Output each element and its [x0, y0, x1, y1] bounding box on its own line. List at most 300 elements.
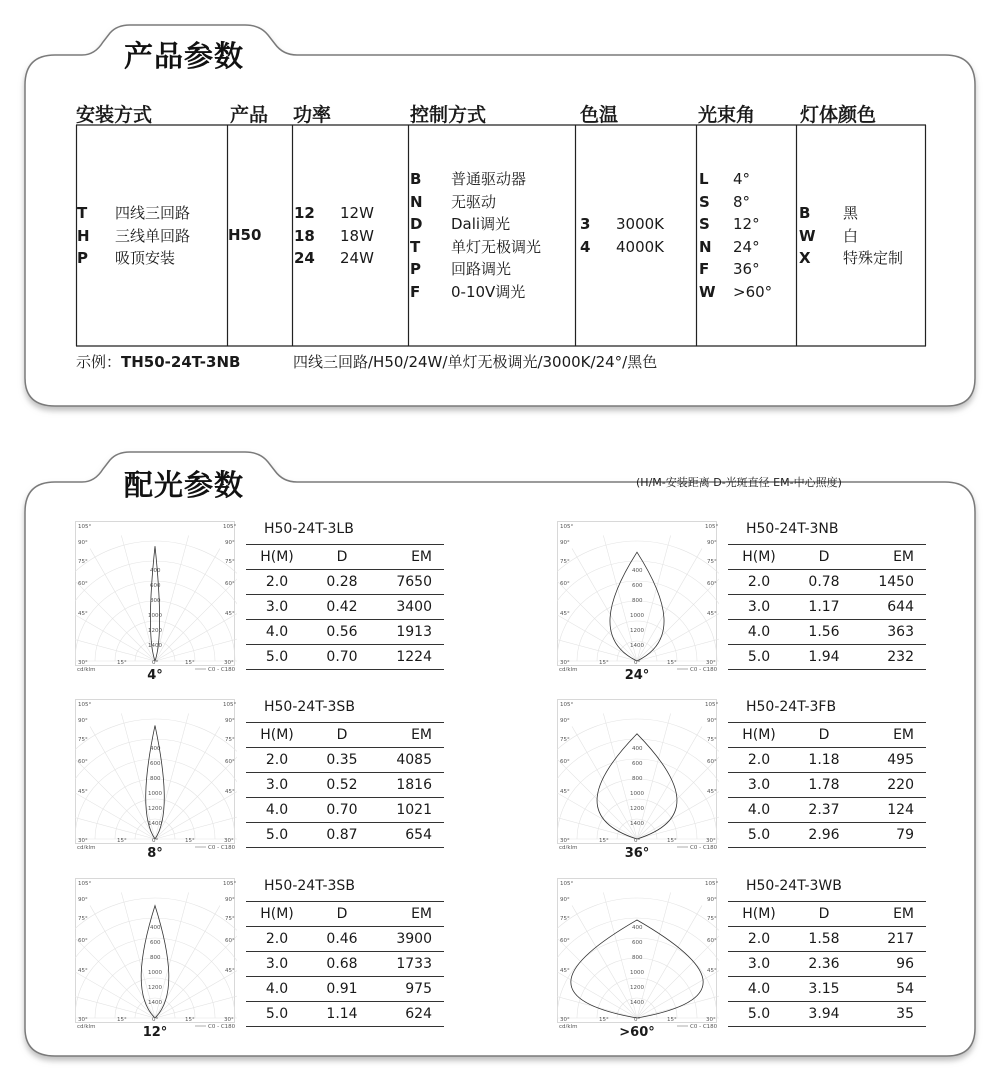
cell-d: 1.14 — [308, 1002, 376, 1027]
model-name: H50-24T-3NB — [746, 521, 839, 537]
control-option: P 回路调光 — [410, 260, 512, 278]
table-row — [246, 977, 444, 1002]
angle-label-90: 90° — [560, 718, 570, 724]
cell-h: 5.0 — [728, 645, 790, 670]
cell-em: 624 — [376, 1002, 444, 1027]
radial-label: 600 — [150, 583, 161, 589]
cell-h: 5.0 — [246, 1002, 308, 1027]
angle-label-75: 75° — [78, 559, 88, 565]
radial-label: 1200 — [630, 985, 644, 991]
col-header-d: D — [790, 545, 858, 570]
angle-label-75: 75° — [707, 737, 717, 743]
angle-label-0: 0° — [152, 838, 159, 844]
cell-h: 3.0 — [246, 952, 308, 977]
cell-d: 0.70 — [308, 798, 376, 823]
angle-label-15: 15° — [599, 838, 609, 844]
angle-label-60: 60° — [225, 581, 235, 587]
example-line: 示例：TH50-24T-3NB — [76, 353, 241, 371]
cell-em: 220 — [858, 773, 926, 798]
polar-grid-ray — [637, 953, 719, 1018]
angle-label-0: 0° — [152, 1017, 159, 1023]
angle-label-15: 15° — [117, 1017, 127, 1023]
unit-label: cd/klm — [77, 845, 96, 849]
table-row — [728, 620, 926, 645]
table-row — [246, 645, 444, 670]
angle-label-75: 75° — [707, 559, 717, 565]
install-option: H 三线单回路 — [77, 226, 191, 245]
table-row — [246, 952, 444, 977]
cell-d: 1.94 — [790, 645, 858, 670]
model-name: H50-24T-3SB — [264, 699, 355, 715]
radial-label: 400 — [150, 746, 161, 752]
polar-grid-ray — [90, 905, 155, 1018]
angle-label-75: 75° — [560, 916, 570, 922]
control-list — [410, 168, 541, 303]
header-install: 安装方式 — [76, 104, 153, 126]
col-header-em: EM — [376, 723, 444, 748]
col-header-d: D — [308, 902, 376, 927]
polar-grid-ray — [155, 726, 220, 839]
angle-label-90: 90° — [78, 718, 88, 724]
angle-label-15: 15° — [599, 1017, 609, 1023]
radial-label: 400 — [150, 925, 161, 931]
angle-label-75: 75° — [560, 737, 570, 743]
cell-em: 644 — [858, 595, 926, 620]
polar-grid-ray — [637, 548, 702, 661]
angle-label-30: 30° — [560, 1017, 570, 1023]
cell-h: 4.0 — [246, 977, 308, 1002]
radial-label: 1400 — [148, 1000, 162, 1006]
polar-chart — [557, 699, 719, 849]
polar-grid-ray — [637, 627, 719, 661]
install-list — [77, 202, 190, 270]
polar-grid-ray — [637, 905, 702, 1018]
cell-em: 1021 — [376, 798, 444, 823]
radial-label: 1400 — [630, 1000, 644, 1006]
angle-label-75: 75° — [78, 737, 88, 743]
radial-label: 1400 — [630, 643, 644, 649]
angle-label-45: 45° — [560, 789, 570, 795]
radial-label: 600 — [632, 761, 643, 767]
legend-label: C0 - C180 — [208, 845, 236, 849]
polar-grid-ray — [155, 984, 237, 1018]
radial-label: 1000 — [630, 613, 644, 619]
unit-label: cd/klm — [77, 667, 96, 671]
cell-h: 5.0 — [246, 823, 308, 848]
angle-label-15: 15° — [667, 660, 677, 666]
angle-label-105: 105° — [560, 881, 574, 887]
cell-em: 3400 — [376, 595, 444, 620]
color-list — [799, 202, 903, 270]
table-header-row — [728, 902, 926, 927]
angle-label-45: 45° — [707, 611, 717, 617]
angle-label-90: 90° — [78, 897, 88, 903]
radial-label: 800 — [150, 598, 161, 604]
cell-em: 3900 — [376, 927, 444, 952]
example-code: TH50-24T-3NB — [121, 353, 241, 371]
legend-label: C0 - C180 — [690, 667, 718, 671]
measurement-table — [246, 544, 444, 670]
angle-label-30: 30° — [706, 1017, 716, 1023]
cell-h: 5.0 — [246, 645, 308, 670]
angle-label-60: 60° — [225, 938, 235, 944]
cell-em: 654 — [376, 823, 444, 848]
cell-h: 3.0 — [728, 595, 790, 620]
radial-label: 1000 — [630, 970, 644, 976]
angle-label-45: 45° — [225, 611, 235, 617]
radial-label: 400 — [150, 568, 161, 574]
control-option: F 0-10V调光 — [410, 282, 526, 301]
measurement-table — [728, 722, 926, 848]
angle-label-75: 75° — [225, 916, 235, 922]
measurement-table — [728, 901, 926, 1027]
angle-label-45: 45° — [225, 789, 235, 795]
model-name: H50-24T-3FB — [746, 699, 837, 715]
angle-label-75: 75° — [225, 559, 235, 565]
cell-d: 1.17 — [790, 595, 858, 620]
cell-em: 495 — [858, 748, 926, 773]
radial-label: 800 — [632, 598, 643, 604]
angle-label-0: 0° — [634, 1017, 641, 1023]
cell-em: 232 — [858, 645, 926, 670]
angle-label-15: 15° — [185, 838, 195, 844]
angle-label-30: 30° — [78, 660, 88, 666]
table-header-row — [246, 545, 444, 570]
cell-h: 4.0 — [728, 620, 790, 645]
beam-option: N 24° — [699, 237, 760, 256]
color-option: X 特殊定制 — [799, 249, 904, 267]
header-cct: 色温 — [580, 104, 619, 126]
beam-angle-label: 12° — [142, 1025, 168, 1040]
table-row — [246, 1002, 444, 1027]
cell-d: 0.68 — [308, 952, 376, 977]
angle-label-45: 45° — [707, 968, 717, 974]
angle-label-105: 105° — [223, 524, 237, 530]
radial-label: 1200 — [630, 628, 644, 634]
cell-h: 2.0 — [246, 570, 308, 595]
cell-em: 1450 — [858, 570, 926, 595]
legend-note: (H/M-安装距离 D-光斑直径 EM-中心照度) — [636, 476, 842, 489]
polar-grid-ray — [637, 726, 702, 839]
radial-label: 1000 — [630, 791, 644, 797]
polar-chart — [75, 521, 237, 671]
control-option: N 无驱动 — [410, 192, 497, 211]
angle-label-105: 105° — [560, 524, 574, 530]
angle-label-15: 15° — [117, 660, 127, 666]
cell-d: 3.94 — [790, 1002, 858, 1027]
table-header-row — [728, 723, 926, 748]
header-product: 产品 — [230, 104, 269, 126]
table-row — [246, 773, 444, 798]
angle-label-30: 30° — [706, 660, 716, 666]
cell-d: 3.15 — [790, 977, 858, 1002]
angle-label-30: 30° — [560, 660, 570, 666]
cell-em: 124 — [858, 798, 926, 823]
angle-label-45: 45° — [78, 789, 88, 795]
header-beam: 光束角 — [698, 104, 756, 126]
angle-label-90: 90° — [707, 540, 717, 546]
angle-label-90: 90° — [225, 718, 235, 724]
angle-label-30: 30° — [78, 1017, 88, 1023]
polar-chart — [75, 878, 237, 1028]
angle-label-60: 60° — [707, 759, 717, 765]
cell-d: 0.70 — [308, 645, 376, 670]
angle-label-45: 45° — [560, 968, 570, 974]
cell-em: 1733 — [376, 952, 444, 977]
header-control: 控制方式 — [410, 104, 487, 126]
polar-chart — [75, 699, 237, 849]
install-option: P 吸顶安装 — [77, 249, 176, 267]
cell-d: 2.37 — [790, 798, 858, 823]
table-row — [246, 927, 444, 952]
angle-label-0: 0° — [634, 660, 641, 666]
angle-label-30: 30° — [706, 838, 716, 844]
table-row — [246, 823, 444, 848]
unit-label: cd/klm — [77, 1024, 96, 1028]
angle-label-105: 105° — [223, 881, 237, 887]
cell-h: 2.0 — [246, 748, 308, 773]
cell-d: 1.78 — [790, 773, 858, 798]
power-option: 24 24W — [294, 249, 374, 267]
table-row — [246, 620, 444, 645]
table-row — [728, 977, 926, 1002]
cell-h: 2.0 — [728, 927, 790, 952]
col-header-em: EM — [376, 545, 444, 570]
angle-label-105: 105° — [78, 702, 92, 708]
cell-em: 79 — [858, 823, 926, 848]
cell-d: 2.96 — [790, 823, 858, 848]
cell-h: 3.0 — [246, 773, 308, 798]
radial-label: 400 — [632, 568, 643, 574]
beam-angle-label: 36° — [624, 846, 650, 861]
beam-option: S 8° — [699, 192, 751, 211]
col-header-h: H(M) — [246, 545, 308, 570]
cct-option: 3 3000K — [580, 215, 665, 233]
col-header-h: H(M) — [728, 545, 790, 570]
radial-label: 1200 — [148, 806, 162, 812]
cell-h: 4.0 — [246, 620, 308, 645]
angle-label-30: 30° — [224, 1017, 234, 1023]
table-row — [728, 748, 926, 773]
cell-d: 0.46 — [308, 927, 376, 952]
model-name: H50-24T-3SB — [264, 878, 355, 894]
angle-label-75: 75° — [707, 916, 717, 922]
beam-option: W >60° — [699, 282, 773, 301]
cell-h: 5.0 — [728, 1002, 790, 1027]
table-row — [728, 595, 926, 620]
beam-angle-label: 4° — [147, 668, 163, 683]
angle-label-0: 0° — [634, 838, 641, 844]
col-header-em: EM — [376, 902, 444, 927]
install-option: T 四线三回路 — [77, 204, 191, 222]
beam-option: F 36° — [699, 260, 760, 278]
angle-label-90: 90° — [560, 540, 570, 546]
radial-label: 1400 — [148, 643, 162, 649]
table-header-row — [246, 723, 444, 748]
polar-grid-ray — [557, 596, 637, 661]
polar-grid-ray — [75, 596, 155, 661]
beam-list — [699, 168, 772, 303]
cell-d: 0.28 — [308, 570, 376, 595]
cell-h: 4.0 — [246, 798, 308, 823]
cell-d: 0.52 — [308, 773, 376, 798]
unit-label: cd/klm — [559, 845, 578, 849]
angle-label-60: 60° — [225, 759, 235, 765]
polar-grid-ray — [155, 774, 237, 839]
angle-label-105: 105° — [223, 702, 237, 708]
polar-grid-ray — [155, 627, 237, 661]
radial-label: 800 — [150, 955, 161, 961]
cell-em: 975 — [376, 977, 444, 1002]
beam-option: S 12° — [699, 215, 760, 233]
table-row — [246, 570, 444, 595]
cell-d: 0.91 — [308, 977, 376, 1002]
angle-label-15: 15° — [599, 660, 609, 666]
angle-label-90: 90° — [560, 897, 570, 903]
col-header-em: EM — [858, 723, 926, 748]
angle-label-90: 90° — [707, 718, 717, 724]
polar-grid-ray — [155, 805, 237, 839]
unit-label: cd/klm — [559, 667, 578, 671]
unit-label: cd/klm — [559, 1024, 578, 1028]
angle-label-0: 0° — [152, 660, 159, 666]
cell-d: 0.56 — [308, 620, 376, 645]
radial-label: 800 — [632, 955, 643, 961]
cell-em: 217 — [858, 927, 926, 952]
table-row — [728, 952, 926, 977]
color-option: W 白 — [799, 226, 859, 245]
cell-d: 0.78 — [790, 570, 858, 595]
cell-d: 1.56 — [790, 620, 858, 645]
radial-label: 1000 — [148, 791, 162, 797]
table-row — [728, 798, 926, 823]
radial-label: 1200 — [148, 628, 162, 634]
table-row — [728, 927, 926, 952]
col-header-d: D — [308, 545, 376, 570]
product-code: H50 — [228, 226, 262, 244]
cell-h: 3.0 — [728, 773, 790, 798]
angle-label-75: 75° — [560, 559, 570, 565]
angle-label-60: 60° — [707, 938, 717, 944]
legend-label: C0 - C180 — [208, 1024, 236, 1028]
polar-grid-ray — [557, 774, 637, 839]
radial-label: 600 — [150, 761, 161, 767]
radial-label: 800 — [150, 776, 161, 782]
angle-label-105: 105° — [705, 881, 719, 887]
cct-list — [580, 213, 664, 258]
table-header-row — [728, 545, 926, 570]
angle-label-60: 60° — [707, 581, 717, 587]
angle-label-60: 60° — [78, 938, 88, 944]
polar-grid-ray — [75, 774, 155, 839]
angle-label-30: 30° — [560, 838, 570, 844]
polar-grid-ray — [637, 774, 719, 839]
power-option: 12 12W — [294, 204, 374, 222]
angle-label-60: 60° — [560, 938, 570, 944]
angle-label-45: 45° — [560, 611, 570, 617]
cell-h: 2.0 — [728, 748, 790, 773]
col-header-d: D — [308, 723, 376, 748]
radial-label: 400 — [632, 746, 643, 752]
cell-h: 3.0 — [728, 952, 790, 977]
polar-grid-ray — [155, 596, 237, 661]
measurement-table — [246, 722, 444, 848]
angle-label-45: 45° — [707, 789, 717, 795]
cell-d: 2.36 — [790, 952, 858, 977]
col-header-d: D — [790, 723, 858, 748]
radial-label: 1400 — [148, 821, 162, 827]
beam-angle-label: 24° — [624, 668, 650, 683]
polar-grid-ray — [637, 984, 719, 1018]
angle-label-105: 105° — [78, 881, 92, 887]
polar-grid-ray — [75, 953, 155, 1018]
radial-label: 600 — [150, 940, 161, 946]
angle-label-105: 105° — [78, 524, 92, 530]
header-power: 功率 — [293, 104, 332, 126]
cell-d: 0.35 — [308, 748, 376, 773]
table-row — [728, 645, 926, 670]
col-header-em: EM — [858, 545, 926, 570]
angle-label-75: 75° — [225, 737, 235, 743]
legend-label: C0 - C180 — [690, 1024, 718, 1028]
cell-h: 4.0 — [728, 798, 790, 823]
angle-label-90: 90° — [78, 540, 88, 546]
angle-label-60: 60° — [78, 759, 88, 765]
angle-label-30: 30° — [224, 660, 234, 666]
angle-label-60: 60° — [78, 581, 88, 587]
beam-angle-label: 8° — [147, 846, 163, 861]
table-row — [246, 748, 444, 773]
measurement-table — [728, 544, 926, 670]
cell-h: 2.0 — [246, 927, 308, 952]
radial-label: 800 — [632, 776, 643, 782]
col-header-h: H(M) — [246, 902, 308, 927]
beam-angle-label: >60° — [619, 1025, 655, 1040]
radial-label: 1400 — [630, 821, 644, 827]
cell-h: 2.0 — [728, 570, 790, 595]
product-params-title: 产品参数 — [124, 39, 245, 73]
table-row — [728, 773, 926, 798]
angle-label-60: 60° — [560, 581, 570, 587]
cell-em: 54 — [858, 977, 926, 1002]
control-option: D Dali调光 — [410, 215, 511, 233]
light-params-title: 配光参数 — [124, 468, 245, 502]
angle-label-90: 90° — [707, 897, 717, 903]
polar-grid-ray — [637, 596, 719, 661]
cell-h: 3.0 — [246, 595, 308, 620]
cell-em: 1224 — [376, 645, 444, 670]
cell-d: 1.18 — [790, 748, 858, 773]
table-row — [728, 570, 926, 595]
table-row — [728, 823, 926, 848]
polar-grid-ray — [572, 905, 637, 1018]
angle-label-15: 15° — [185, 660, 195, 666]
angle-label-15: 15° — [667, 1017, 677, 1023]
angle-label-30: 30° — [78, 838, 88, 844]
angle-label-90: 90° — [225, 540, 235, 546]
cct-option: 4 4000K — [580, 237, 665, 256]
radial-label: 1200 — [148, 985, 162, 991]
polar-grid-ray — [155, 905, 220, 1018]
cell-d: 0.87 — [308, 823, 376, 848]
table-row — [728, 1002, 926, 1027]
cell-em: 35 — [858, 1002, 926, 1027]
header-color: 灯体颜色 — [800, 104, 877, 126]
polar-grid-ray — [90, 726, 155, 839]
radial-label: 1200 — [630, 806, 644, 812]
angle-label-75: 75° — [78, 916, 88, 922]
polar-grid-ray — [557, 953, 637, 1018]
